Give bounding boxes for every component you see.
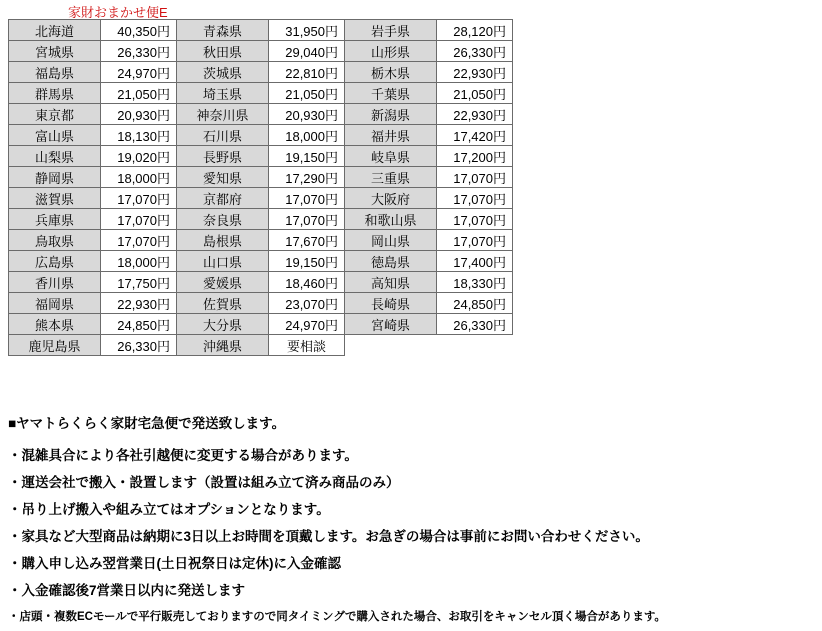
- price-cell: 29,040円: [269, 41, 345, 62]
- price-cell: 24,850円: [437, 293, 513, 314]
- price-cell: 18,460円: [269, 272, 345, 293]
- prefecture-cell: 山梨県: [9, 146, 101, 167]
- price-cell: 28,120円: [437, 20, 513, 41]
- price-cell: 26,330円: [101, 335, 177, 356]
- price-cell: 20,930円: [269, 104, 345, 125]
- prefecture-cell: 千葉県: [345, 83, 437, 104]
- price-cell: 24,970円: [101, 62, 177, 83]
- prefecture-cell: [345, 335, 437, 356]
- prefecture-cell: 長野県: [177, 146, 269, 167]
- note-line: ・入金確認後7営業日以内に発送します: [8, 583, 246, 598]
- price-cell: 22,930円: [437, 104, 513, 125]
- prefecture-cell: 和歌山県: [345, 209, 437, 230]
- prefecture-cell: 徳島県: [345, 251, 437, 272]
- prefecture-cell: 埼玉県: [177, 83, 269, 104]
- price-cell: 26,330円: [437, 314, 513, 335]
- prefecture-cell: 北海道: [9, 20, 101, 41]
- note-line: ・吊り上げ搬入や組み立てはオプションとなります。: [8, 502, 330, 517]
- prefecture-cell: 福島県: [9, 62, 101, 83]
- table-row: [9, 125, 513, 146]
- prefecture-cell: 富山県: [9, 125, 101, 146]
- price-cell: 19,150円: [269, 146, 345, 167]
- table-row: [9, 293, 513, 314]
- price-cell: 17,200円: [437, 146, 513, 167]
- table-row: [9, 251, 513, 272]
- prefecture-cell: 秋田県: [177, 41, 269, 62]
- price-cell: 24,850円: [101, 314, 177, 335]
- price-cell: 31,950円: [269, 20, 345, 41]
- note-line: ・運送会社で搬入・設置します（設置は組み立て済み商品のみ）: [8, 475, 400, 490]
- price-cell: 18,000円: [101, 251, 177, 272]
- price-cell: 22,810円: [269, 62, 345, 83]
- price-cell: 17,070円: [101, 230, 177, 251]
- price-cell: 19,020円: [101, 146, 177, 167]
- prefecture-cell: 愛媛県: [177, 272, 269, 293]
- price-cell: 24,970円: [269, 314, 345, 335]
- prefecture-cell: 静岡県: [9, 167, 101, 188]
- notes-section: [8, 412, 814, 631]
- prefecture-cell: 鳥取県: [9, 230, 101, 251]
- notes-small-line: ・店頭・複数ECモールで平行販売しておりますので同タイミングで購入された場合、お取引をキャンセル頂く場合があります。: [8, 611, 666, 623]
- prefecture-cell: 沖縄県: [177, 335, 269, 356]
- price-cell: 18,000円: [269, 125, 345, 146]
- prefecture-cell: 岡山県: [345, 230, 437, 251]
- table-row: [9, 20, 513, 41]
- price-cell: 17,400円: [437, 251, 513, 272]
- prefecture-cell: 京都府: [177, 188, 269, 209]
- table-row: [9, 167, 513, 188]
- note-line: ・混雑具合により各社引越便に変更する場合があります。: [8, 448, 358, 463]
- table-row: [9, 104, 513, 125]
- price-cell: 17,420円: [437, 125, 513, 146]
- table-row: [9, 62, 513, 83]
- price-cell: 21,050円: [269, 83, 345, 104]
- table-body: [9, 20, 513, 356]
- price-cell: 17,070円: [437, 209, 513, 230]
- price-cell: 17,070円: [437, 167, 513, 188]
- price-cell: [437, 335, 513, 356]
- table-row: [9, 188, 513, 209]
- price-cell: 18,130円: [101, 125, 177, 146]
- prefecture-cell: 宮崎県: [345, 314, 437, 335]
- prefecture-cell: 群馬県: [9, 83, 101, 104]
- notes-list: [8, 444, 814, 599]
- price-cell: 18,000円: [101, 167, 177, 188]
- prefecture-cell: 大阪府: [345, 188, 437, 209]
- prefecture-cell: 熊本県: [9, 314, 101, 335]
- price-cell: 17,750円: [101, 272, 177, 293]
- price-cell: 17,070円: [269, 209, 345, 230]
- prefecture-cell: 山形県: [345, 41, 437, 62]
- prefecture-cell: 島根県: [177, 230, 269, 251]
- price-cell: 21,050円: [437, 83, 513, 104]
- prefecture-cell: 佐賀県: [177, 293, 269, 314]
- prefecture-cell: 福岡県: [9, 293, 101, 314]
- price-cell: 要相談: [269, 335, 345, 356]
- prefecture-cell: 宮城県: [9, 41, 101, 62]
- prefecture-cell: 滋賀県: [9, 188, 101, 209]
- prefecture-cell: 愛知県: [177, 167, 269, 188]
- price-cell: 17,070円: [437, 230, 513, 251]
- price-cell: 17,290円: [269, 167, 345, 188]
- table-row: [9, 272, 513, 293]
- price-cell: 22,930円: [101, 293, 177, 314]
- prefecture-cell: 広島県: [9, 251, 101, 272]
- prefecture-cell: 栃木県: [345, 62, 437, 83]
- prefecture-cell: 東京都: [9, 104, 101, 125]
- notes-heading: ■ヤマトらくらく家財宅急便で発送致します。: [8, 416, 286, 431]
- prefecture-cell: 大分県: [177, 314, 269, 335]
- page-title: 家財おまかせ便E: [68, 5, 168, 20]
- price-cell: 21,050円: [101, 83, 177, 104]
- table-row: [9, 83, 513, 104]
- price-cell: 22,930円: [437, 62, 513, 83]
- prefecture-cell: 神奈川県: [177, 104, 269, 125]
- note-line: ・購入申し込み翌営業日(土日祝祭日は定休)に入金確認: [8, 556, 341, 571]
- prefecture-cell: 岐阜県: [345, 146, 437, 167]
- prefecture-cell: 山口県: [177, 251, 269, 272]
- prefecture-cell: 石川県: [177, 125, 269, 146]
- prefecture-cell: 青森県: [177, 20, 269, 41]
- price-cell: 40,350円: [101, 20, 177, 41]
- price-cell: 17,070円: [101, 209, 177, 230]
- prefecture-cell: 長崎県: [345, 293, 437, 314]
- prefecture-cell: 高知県: [345, 272, 437, 293]
- prefecture-cell: 三重県: [345, 167, 437, 188]
- prefecture-cell: 香川県: [9, 272, 101, 293]
- table-row: [9, 230, 513, 251]
- prefecture-cell: 新潟県: [345, 104, 437, 125]
- price-cell: 17,070円: [101, 188, 177, 209]
- table-row: [9, 314, 513, 335]
- prefecture-cell: 奈良県: [177, 209, 269, 230]
- shipping-fee-table: [8, 19, 513, 356]
- price-cell: 19,150円: [269, 251, 345, 272]
- table-row: [9, 209, 513, 230]
- note-line: ・家具など大型商品は納期に3日以上お時間を頂戴します。お急ぎの場合は事前にお問い合わせください。: [8, 529, 649, 544]
- table-row: [9, 41, 513, 62]
- price-cell: 20,930円: [101, 104, 177, 125]
- prefecture-cell: 兵庫県: [9, 209, 101, 230]
- price-cell: 23,070円: [269, 293, 345, 314]
- price-cell: 17,070円: [269, 188, 345, 209]
- price-cell: 18,330円: [437, 272, 513, 293]
- prefecture-cell: 茨城県: [177, 62, 269, 83]
- price-cell: 17,670円: [269, 230, 345, 251]
- price-cell: 26,330円: [437, 41, 513, 62]
- table-row: [9, 335, 513, 356]
- prefecture-cell: 鹿児島県: [9, 335, 101, 356]
- table-row: [9, 146, 513, 167]
- price-cell: 26,330円: [101, 41, 177, 62]
- prefecture-cell: 福井県: [345, 125, 437, 146]
- price-cell: 17,070円: [437, 188, 513, 209]
- prefecture-cell: 岩手県: [345, 20, 437, 41]
